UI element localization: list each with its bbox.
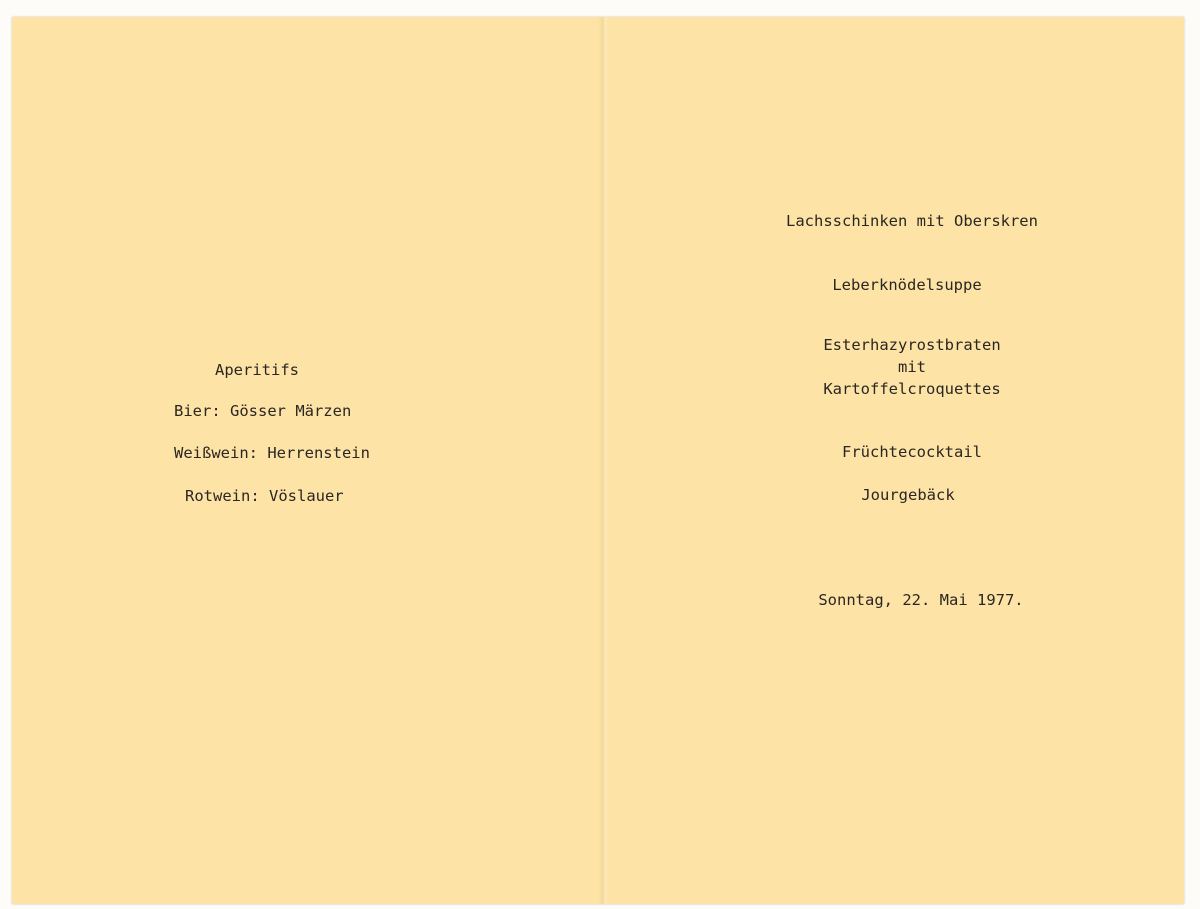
right-page — [610, 17, 1184, 904]
aperitifs-heading: Aperitifs — [215, 361, 299, 379]
left-page — [12, 17, 598, 904]
menu-date: Sonntag, 22. Mai 1977. — [818, 591, 1024, 609]
course-main-connector: mit — [898, 358, 926, 376]
course-dessert: Früchtecocktail — [842, 443, 982, 461]
course-main: Esterhazyrostbraten — [823, 336, 1001, 354]
course-starter: Lachsschinken mit Oberskren — [786, 212, 1038, 230]
course-main-side: Kartoffelcroquettes — [823, 380, 1001, 398]
course-pastry: Jourgebäck — [861, 486, 955, 504]
menu-card — [12, 17, 1184, 904]
drink-white-wine: Weißwein: Herrenstein — [174, 444, 370, 462]
center-fold — [598, 17, 610, 904]
drink-beer: Bier: Gösser Märzen — [174, 402, 352, 420]
course-soup: Leberknödelsuppe — [832, 276, 982, 294]
drink-red-wine: Rotwein: Vöslauer — [185, 487, 344, 505]
